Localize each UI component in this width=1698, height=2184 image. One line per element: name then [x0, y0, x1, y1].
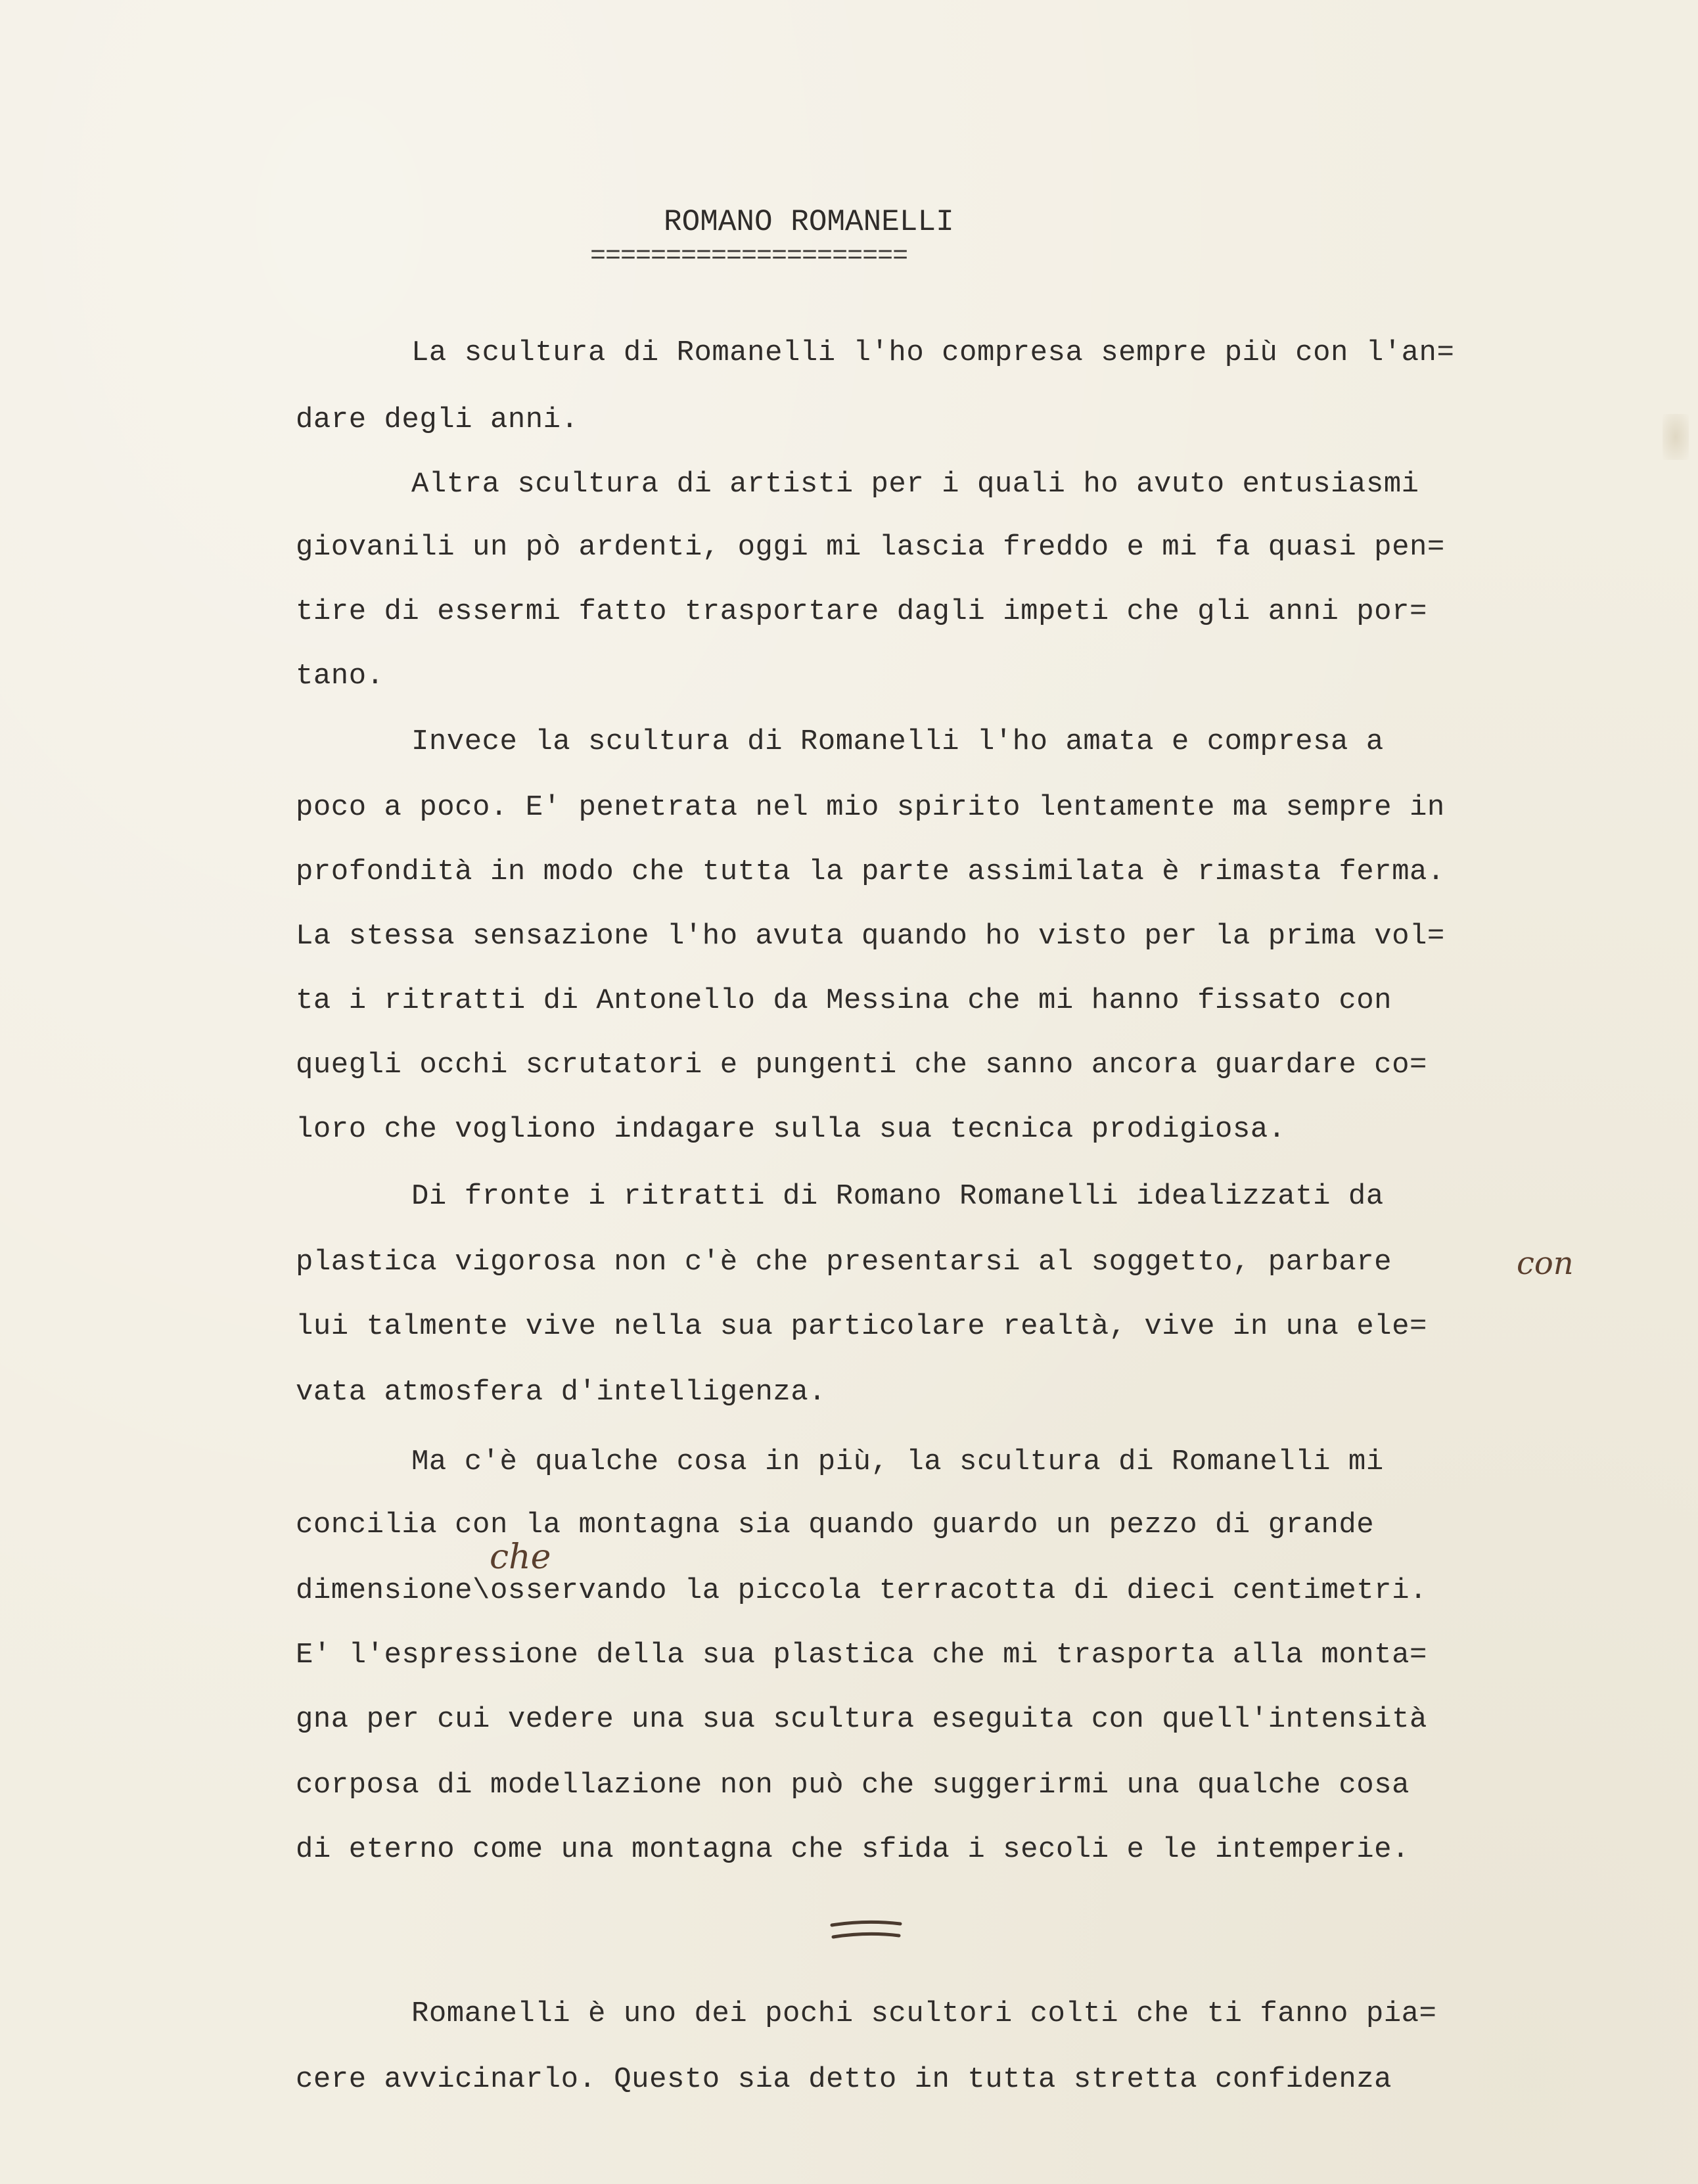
paragraph-5-line-4: E' l'espressione della sua plastica che mi trasporta alla monta=	[296, 1639, 1427, 1672]
paragraph-1-line-2: dare degli anni.	[296, 403, 579, 436]
paragraph-3-line-7: loro che vogliono indagare sulla sua tecnica prodigiosa.	[296, 1113, 1286, 1146]
paragraph-2-line-2: giovanili un pò ardenti, oggi mi lascia freddo e mi fa quasi pen=	[296, 531, 1445, 564]
paragraph-1-line-1: La scultura di Romanelli l'ho compresa sempre più con l'an=	[411, 336, 1455, 369]
paragraph-4-line-4: vata atmosfera d'intelligenza.	[296, 1376, 827, 1409]
handwritten-insertion-che: che	[490, 1537, 551, 1577]
paragraph-6-line-2: cere avvicinarlo. Questo sia detto in tutta stretta confidenza	[296, 2063, 1392, 2096]
paragraph-6-line-1: Romanelli è uno dei pochi scultori colti che ti fanno pia=	[411, 1997, 1437, 2030]
paragraph-3-line-2: poco a poco. E' penetrata nel mio spirito lentamente ma sempre in	[296, 791, 1445, 824]
section-divider-mark	[829, 1919, 903, 1945]
paragraph-3-line-6: quegli occhi scrutatori e pungenti che sanno ancora guardare co=	[296, 1049, 1427, 1081]
paragraph-4-line-3: lui talmente vive nella sua particolare realtà, vive in una ele=	[296, 1310, 1427, 1343]
title-underline: =====================	[590, 242, 908, 271]
paper-stain	[1663, 414, 1689, 460]
paragraph-5-line-2: concilia con la montagna sia quando guardo un pezzo di grande	[296, 1509, 1375, 1541]
paragraph-3-line-1: Invece la scultura di Romanelli l'ho amata e compresa a	[411, 725, 1384, 758]
paragraph-2-line-1: Altra scultura di artisti per i quali ho avuto entusiasmi	[411, 468, 1419, 501]
paragraph-2-line-4: tano.	[296, 660, 384, 693]
paragraph-3-line-3: profondità in modo che tutta la parte assimilata è rimasta ferma.	[296, 855, 1445, 888]
paragraph-5-line-6: corposa di modellazione non può che suggerirmi una qualche cosa	[296, 1769, 1410, 1802]
paragraph-2-line-3: tire di essermi fatto trasportare dagli impeti che gli anni por=	[296, 595, 1427, 628]
paragraph-5-line-3: dimensione\osservando la piccola terracotta di dieci centimetri.	[296, 1574, 1427, 1607]
paragraph-4-line-2: plastica vigorosa non c'è che presentarsi al soggetto, parbare	[296, 1246, 1392, 1279]
paragraph-4-line-1: Di fronte i ritratti di Romano Romanelli idealizzati da	[411, 1180, 1384, 1213]
paragraph-5-line-5: gna per cui vedere una sua scultura eseguita con quell'intensità	[296, 1703, 1427, 1736]
paragraph-5-line-1: Ma c'è qualche cosa in più, la scultura di Romanelli mi	[411, 1445, 1384, 1478]
paragraph-5-line-7: di eterno come una montagna che sfida i secoli e le intemperie.	[296, 1833, 1410, 1866]
paragraph-3-line-4: La stessa sensazione l'ho avuta quando ho visto per la prima vol=	[296, 920, 1445, 953]
document-title: ROMANO ROMANELLI	[664, 205, 954, 239]
paragraph-3-line-5: ta i ritratti di Antonello da Messina che mi hanno fissato con	[296, 984, 1392, 1017]
handwritten-correction-con: con	[1517, 1245, 1574, 1282]
